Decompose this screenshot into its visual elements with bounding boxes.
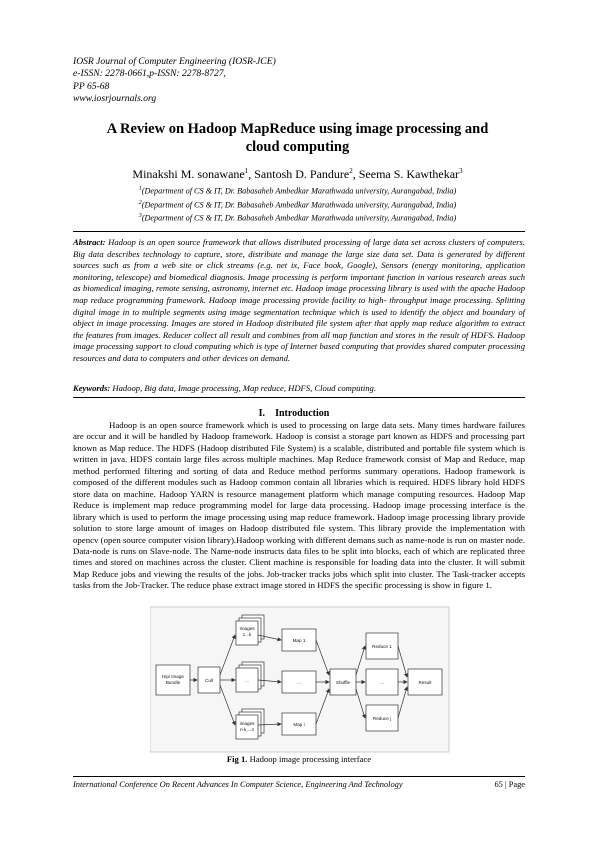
abstract <box>73 237 525 365</box>
footer-conference: International Conference On Recent Advances In Computer Science, Engineering And Technology <box>73 780 403 789</box>
author-name: Minakshi M. sonawane <box>132 167 245 181</box>
affiliation <box>60 211 535 225</box>
affiliation-sup: 3 <box>138 213 142 220</box>
journal-header <box>73 56 276 106</box>
author-name: Santosh D. Pandure <box>254 167 350 181</box>
affiliation-text: (Department of CS & IT, Dr. Babasaheb Ambedkar Marathwada university, Aurangabad, India) <box>141 213 457 223</box>
journal-pages: PP 65-68 <box>73 80 110 92</box>
bundle-label: Hipi Image <box>162 674 184 679</box>
affiliation-sup: 2 <box>138 199 142 206</box>
introduction-paragraph: Hadoop is an open source framework which is used to processing on large data sets. Many times hardware failures are occur and it will be handled by Hadoop framework. Hadoop is consist a storage part known as HDFS and processing part known as Map reduce. The HDFS (Hadoop distributed File System) is a scalable, distributed and portable file system which is written in java. HDFS contain large files across multiple machines. Map Reduce framework consist of Map and Reduce, map method performed filtering and sorting of data and Reduce method performs summary operations. Hadoop framework is composed of the different modules such as Hadoop common contain all libraries which is required. HDFS library hold HDFS store data on machine. Hadoop YARN is resource management platform which manage computing resources. Hadoop Map Reduce is implement map reduce programming model for large data processing. Hadoop image processing interface is the library which is used to perform the image processing using map reduce framework. Hadoop image processing library provide solution to store large amount of images on Hadoop distributed file system. This library provide the implementation with opencv (open source computer vision library).Hadoop working with different demans such as name-node is run on master node. Data-node is runs on Slave-node. The Name-node instructs data files to be split into blocks, each of which are replicated three times and stored on machines across the cluster. Client machine is responsible for loading data into the cluster. It will submit Map Reduce jobs and viewing the results of the jobs. Job-tracker tracks jobs which split into cluster. The Task-tracker accepts tasks from the Job-Tracker. The reduce phase extract image stored in HDFS the specific processing is show in figure 1. <box>73 420 525 591</box>
journal-url[interactable]: www.iosrjournals.org <box>73 93 157 105</box>
section-heading <box>73 408 525 419</box>
images-top-label: 1...k <box>242 632 252 637</box>
reduce-mid-label: ... <box>380 680 384 685</box>
figure-label: Fig 1. <box>226 754 248 764</box>
affiliation-sup: 1 <box>138 186 142 192</box>
abstract-bottom-rule <box>73 397 525 398</box>
affiliations <box>60 184 535 225</box>
image-stack-mid <box>236 662 264 692</box>
page-number: 65 | Page <box>494 780 525 789</box>
hadoop-pipeline-figure <box>150 605 450 755</box>
abstract-label: Abstract: <box>73 237 106 247</box>
result-label: Result <box>418 680 432 685</box>
map-mid-label: ... <box>297 680 301 685</box>
section-title: Introduction <box>275 408 330 419</box>
title-line-1: A Review on Hadoop MapReduce using image processing and <box>106 121 489 137</box>
author-list <box>60 167 535 182</box>
paper-title <box>60 121 535 156</box>
affiliation-text: (Department of CS & IT, Dr. Babasaheb Ambedkar Marathwada university, Aurangabad, India) <box>141 200 457 210</box>
abstract-top-rule <box>73 231 525 232</box>
map1-label: Map 1 <box>292 638 306 643</box>
shuffle-label: Shuffle <box>335 680 351 685</box>
abstract-text: Hadoop is an open source framework that allows distributed processing of large data set across clusters of computers. Big data describes technology to capture, store, distribute and manage the large size data set. Data is generated by different sources such as from a web site or click streams (e.g. net ix, Face book, Google), Sensors (energy monitoring, application monitoring, telescope) and biomedical diagnosis. Image processing is perform important function in various research areas such as biomedical imaging, remote sensing, astronomy, internet etc. Hadoop image processing library is used with the apache Hadoop map reduce programming framework. Hadoop image processing provide facility to high- throughput image processing. Splitting digital image in to multiple segments using image segmentation technique which is used to identify the object and boundary of object in image processing. Images are stored in Hadoop distributed file system after that apply map reduce algorithm to extract the features from images. Reducer collect all result and combines from all map function and stores in the result of HDFS. Hadoop image processing support to cloud computing which is type of Internet based computing that provides shared computer processing resources and data to computers and other devices on demand. <box>73 237 525 363</box>
author-sep: , <box>352 167 359 181</box>
author-sup: 1 <box>244 167 249 175</box>
affiliation-text: (Department of CS & IT, Dr. Babasaheb Ambedkar Marathwada university, Aurangabad, India) <box>141 186 457 196</box>
keywords-text: Hadoop, Big data, Image processing, Map reduce, HDFS, Cloud computing. <box>112 383 376 393</box>
images-bottom-label: n-k,...n <box>239 727 255 732</box>
reduce1-label: Reduce 1 <box>372 644 392 649</box>
title-line-2: cloud computing <box>245 138 350 155</box>
images-bottom-label: images <box>239 721 255 726</box>
cull-label: Cull <box>205 678 213 683</box>
author-name: Seema S. Kawthekar <box>358 167 460 181</box>
author-sup: 3 <box>459 167 463 175</box>
images-mid-label: ... <box>245 678 249 683</box>
author-sep: , <box>248 167 255 181</box>
figure-caption <box>73 754 525 764</box>
images-top-label: Images <box>239 626 255 631</box>
reducej-label: Reduce j <box>372 716 392 721</box>
affiliation <box>60 184 535 198</box>
figure-caption-text: Hadoop image processing interface <box>249 754 372 764</box>
keywords-label: Keywords: <box>73 383 111 393</box>
journal-issn: e-ISSN: 2278-0661,p-ISSN: 2278-8727, <box>73 68 226 80</box>
page-footer <box>73 776 525 789</box>
author-sup: 2 <box>349 167 353 175</box>
bundle-label: Bundle <box>165 680 181 685</box>
keywords <box>73 383 525 394</box>
journal-name: IOSR Journal of Computer Engineering (IOSR-JCE) <box>73 56 276 67</box>
section-number: I. <box>258 408 266 419</box>
affiliation <box>60 198 535 212</box>
mapi-label: Map i <box>293 722 305 727</box>
